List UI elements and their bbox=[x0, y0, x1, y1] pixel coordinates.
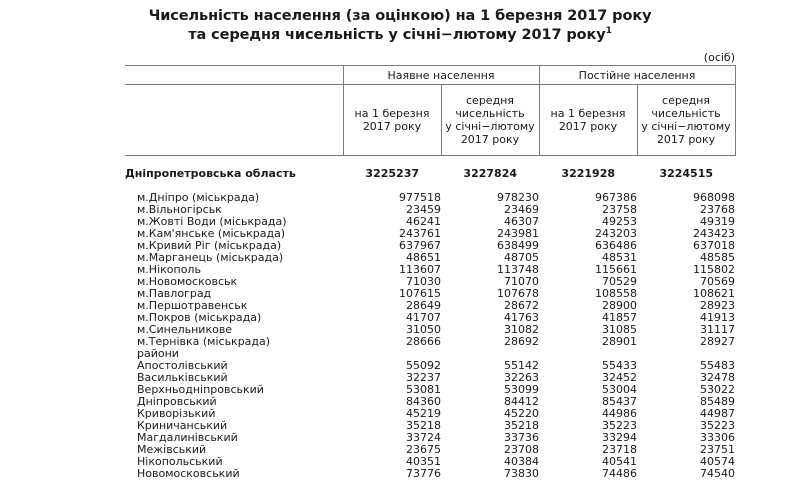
row-value: 33306 bbox=[700, 431, 736, 444]
table-row bbox=[125, 168, 735, 180]
row-value: 23718 bbox=[602, 443, 637, 456]
row-value: 33724 bbox=[406, 431, 441, 444]
row-value: 243203 bbox=[595, 227, 637, 240]
row-value: 243761 bbox=[399, 227, 441, 240]
header-subcol-3-line-2: 2017 року bbox=[558, 120, 618, 133]
row-value: 85437 bbox=[602, 395, 637, 408]
header-subcol-present-average bbox=[441, 85, 539, 156]
row-value: 3227824 bbox=[463, 167, 517, 180]
row-value: 35218 bbox=[406, 419, 441, 432]
row-value: 84360 bbox=[406, 395, 441, 408]
row-value: 31117 bbox=[700, 323, 736, 336]
row-value: 23459 bbox=[406, 203, 441, 216]
district-row-label: Магдалинівський bbox=[137, 431, 238, 444]
city-row-label: м.Кам'янське (міськрада) bbox=[137, 227, 286, 240]
row-value: 40351 bbox=[406, 455, 441, 468]
row-value: 55142 bbox=[504, 359, 539, 372]
row-value: 40541 bbox=[602, 455, 637, 468]
city-row-label: м.Нікополь bbox=[137, 263, 201, 276]
city-row-label: м.Павлоград bbox=[137, 287, 212, 300]
row-value: 45219 bbox=[406, 407, 441, 420]
header-subcol-permanent-on-date bbox=[539, 85, 637, 156]
row-value: 46241 bbox=[406, 215, 441, 228]
row-value: 41913 bbox=[700, 311, 736, 324]
header-subcol-2-line-3: у січні−лютому bbox=[445, 120, 535, 133]
row-value: 74540 bbox=[700, 467, 736, 480]
row-value: 3224515 bbox=[659, 167, 714, 180]
row-value: 968098 bbox=[693, 191, 736, 204]
city-row-label: м.Тернівка (міськрада) bbox=[137, 335, 271, 348]
header-group-present-population: Наявне населення bbox=[343, 66, 539, 85]
row-value: 53081 bbox=[406, 383, 441, 396]
header-subcol-4-line-2: чисельність bbox=[651, 107, 721, 120]
district-row-label: Верхньодніпровський bbox=[137, 383, 264, 396]
row-value: 28900 bbox=[602, 299, 637, 312]
row-value: 108621 bbox=[693, 287, 736, 300]
row-value: 978230 bbox=[497, 191, 539, 204]
units-caption: (осіб) bbox=[703, 51, 735, 64]
row-value: 35223 bbox=[700, 419, 736, 432]
row-value: 32263 bbox=[504, 371, 539, 384]
row-value: 115661 bbox=[595, 263, 637, 276]
row-value: 3221928 bbox=[561, 167, 615, 180]
row-value: 637018 bbox=[693, 239, 736, 252]
row-value: 113607 bbox=[399, 263, 441, 276]
row-value: 85489 bbox=[700, 395, 736, 408]
row-value: 23675 bbox=[406, 443, 441, 456]
city-row-label: м.Кривий Ріг (міськрада) bbox=[137, 239, 282, 252]
row-value: 41763 bbox=[504, 311, 539, 324]
row-value: 44987 bbox=[700, 407, 736, 420]
district-row-label: Дніпровський bbox=[137, 395, 217, 408]
row-value: 35218 bbox=[504, 419, 539, 432]
row-value: 23708 bbox=[504, 443, 539, 456]
districts-section-label: райони bbox=[137, 347, 179, 360]
population-table bbox=[125, 65, 736, 480]
row-value: 74486 bbox=[602, 467, 637, 480]
row-value: 28672 bbox=[504, 299, 539, 312]
city-row-label: м.Синельникове bbox=[137, 323, 233, 336]
title-line-1: Чисельність населення (за оцінкою) на 1 березня 2017 року bbox=[148, 8, 652, 24]
row-value: 48585 bbox=[700, 251, 736, 264]
row-value: 107615 bbox=[399, 287, 441, 300]
row-value: 49253 bbox=[602, 215, 637, 228]
district-row-label: Васильківський bbox=[137, 371, 228, 384]
table-body bbox=[125, 156, 735, 481]
district-row-label: Криничанський bbox=[137, 419, 228, 432]
row-value: 31082 bbox=[504, 323, 539, 336]
title-line-2 bbox=[0, 26, 800, 45]
row-value: 41857 bbox=[602, 311, 637, 324]
table-row bbox=[125, 468, 735, 480]
region-row-label: Дніпропетровська область bbox=[125, 167, 296, 180]
row-value: 84412 bbox=[504, 395, 539, 408]
row-value: 31050 bbox=[406, 323, 441, 336]
row-value: 71030 bbox=[406, 275, 441, 288]
row-value: 55433 bbox=[602, 359, 637, 372]
table-row bbox=[125, 336, 735, 348]
row-value: 73776 bbox=[406, 467, 441, 480]
row-value: 23469 bbox=[504, 203, 539, 216]
district-row-label: Криворізький bbox=[137, 407, 216, 420]
header-stub-cell bbox=[125, 66, 343, 85]
header-stub-subcell bbox=[125, 85, 343, 156]
city-row-label: м.Марганець (міськрада) bbox=[137, 251, 284, 264]
header-subcol-2-line-2: чисельність bbox=[455, 107, 525, 120]
header-subcol-2-line-4: 2017 року bbox=[460, 133, 520, 146]
row-value: 28666 bbox=[406, 335, 441, 348]
row-value: 32452 bbox=[602, 371, 637, 384]
row-value: 70569 bbox=[700, 275, 736, 288]
city-row-label: м.Дніпро (міськрада) bbox=[137, 191, 260, 204]
district-row-label: Апостолівський bbox=[137, 359, 228, 372]
population-table-wrapper bbox=[125, 65, 735, 480]
row-value: 48651 bbox=[406, 251, 441, 264]
row-value: 115802 bbox=[693, 263, 736, 276]
row-value: 49319 bbox=[700, 215, 736, 228]
row-value: 637967 bbox=[399, 239, 441, 252]
title-line-2-text: та середня чисельність у січні−лютому 2017 року bbox=[188, 27, 606, 43]
row-value: 28923 bbox=[700, 299, 736, 312]
header-subcol-permanent-average bbox=[637, 85, 735, 156]
row-value: 967386 bbox=[595, 191, 637, 204]
page-title bbox=[0, 0, 800, 45]
table-header bbox=[125, 66, 735, 156]
row-value: 48531 bbox=[602, 251, 637, 264]
row-value: 33736 bbox=[504, 431, 539, 444]
row-value: 53004 bbox=[602, 383, 637, 396]
row-value: 46307 bbox=[504, 215, 539, 228]
city-row-label: м.Новомосковськ bbox=[137, 275, 238, 288]
row-value: 40574 bbox=[700, 455, 736, 468]
row-value: 35223 bbox=[602, 419, 637, 432]
row-value: 107678 bbox=[497, 287, 539, 300]
row-value: 28649 bbox=[406, 299, 441, 312]
row-value: 638499 bbox=[497, 239, 539, 252]
row-value: 32237 bbox=[406, 371, 441, 384]
row-value: 73830 bbox=[504, 467, 539, 480]
row-value: 28927 bbox=[700, 335, 736, 348]
row-value: 55092 bbox=[406, 359, 441, 372]
row-value: 53099 bbox=[504, 383, 539, 396]
header-subcol-4-line-4: 2017 року bbox=[656, 133, 716, 146]
row-value: 3225237 bbox=[365, 167, 419, 180]
row-value: 108558 bbox=[595, 287, 637, 300]
row-value: 45220 bbox=[504, 407, 539, 420]
title-footnote-marker: 1 bbox=[605, 26, 612, 37]
header-subcol-1-line-1: на 1 березня bbox=[354, 107, 430, 120]
header-subcol-4-line-1: середня bbox=[662, 94, 710, 107]
row-value: 23768 bbox=[700, 203, 736, 216]
row-value: 243981 bbox=[497, 227, 539, 240]
header-subcol-2-line-1: середня bbox=[466, 94, 514, 107]
city-row-label: м.Першотравенськ bbox=[137, 299, 248, 312]
row-value: 40384 bbox=[504, 455, 539, 468]
row-value: 71070 bbox=[504, 275, 539, 288]
header-subcol-3-line-1: на 1 березня bbox=[550, 107, 626, 120]
city-row-label: м.Вільногірськ bbox=[137, 203, 222, 216]
district-row-label: Межівський bbox=[137, 443, 207, 456]
row-value: 636486 bbox=[595, 239, 637, 252]
row-value: 23751 bbox=[700, 443, 736, 456]
row-value: 977518 bbox=[399, 191, 441, 204]
row-value: 243423 bbox=[693, 227, 736, 240]
row-value: 23758 bbox=[602, 203, 637, 216]
row-value: 32478 bbox=[700, 371, 736, 384]
row-value: 113748 bbox=[497, 263, 539, 276]
district-row-label: Нікопольський bbox=[137, 455, 223, 468]
row-value: 55483 bbox=[700, 359, 736, 372]
header-subcol-present-on-date bbox=[343, 85, 441, 156]
row-value: 28692 bbox=[504, 335, 539, 348]
row-value: 53022 bbox=[700, 383, 736, 396]
header-subcol-4-line-3: у січні−лютому bbox=[641, 120, 731, 133]
city-row-label: м.Жовті Води (міськрада) bbox=[137, 215, 287, 228]
row-value: 44986 bbox=[602, 407, 637, 420]
row-value: 70529 bbox=[602, 275, 637, 288]
city-row-label: м.Покров (міськрада) bbox=[137, 311, 262, 324]
row-value: 31085 bbox=[602, 323, 637, 336]
district-row-label: Новомосковський bbox=[137, 467, 240, 480]
row-value: 33294 bbox=[602, 431, 637, 444]
header-subcol-1-line-2: 2017 року bbox=[362, 120, 422, 133]
row-value: 48705 bbox=[504, 251, 539, 264]
table-header-group-row bbox=[125, 66, 735, 85]
row-value: 41707 bbox=[406, 311, 441, 324]
table-header-subcolumn-row bbox=[125, 85, 735, 156]
header-group-permanent-population: Постійне населення bbox=[539, 66, 735, 85]
row-value: 28901 bbox=[602, 335, 637, 348]
